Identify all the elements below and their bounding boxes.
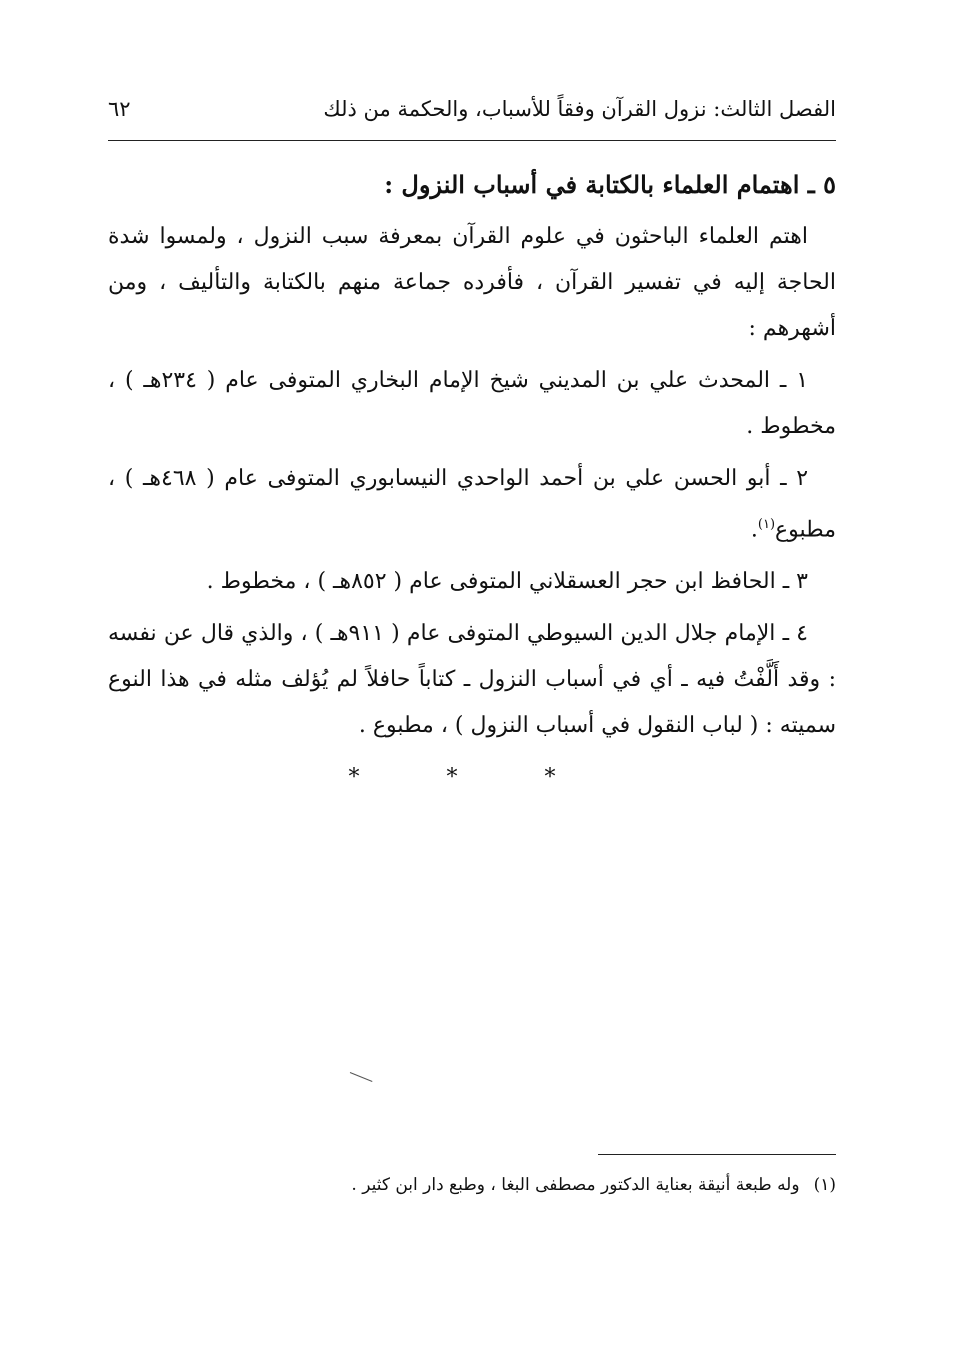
running-title: الفصل الثالث: نزول القرآن وفقاً للأسباب، والحكمة من ذلك [323, 97, 836, 121]
header-rule [108, 140, 836, 141]
list-item-text: ١ ـ المحدث علي بن المديني شيخ الإمام البخاري المتوفى عام ( ٢٣٤هـ ) ، مخطوط . [108, 368, 836, 439]
list-item [108, 358, 836, 450]
list-item [108, 456, 836, 553]
list-item-text: ٢ ـ أبو الحسن علي بن أحمد الواحدي النيسابوري المتوفى عام ( ٤٦٨هـ ) ، مطبوع [108, 466, 836, 543]
section-separator: * * * [348, 765, 596, 791]
footnote [108, 1170, 836, 1200]
list-item-text: ٣ ـ الحافظ ابن حجر العسقلاني المتوفى عام ( ٨٥٢هـ ) ، مخطوط . [206, 569, 808, 595]
list-item [108, 559, 836, 605]
page-header [108, 88, 836, 130]
footnote-rule [598, 1154, 836, 1155]
scan-mark [350, 1072, 373, 1082]
section-heading: ٥ ـ اهتمام العلماء بالكتابة في أسباب النزول : [384, 170, 836, 199]
intro-paragraph: اهتم العلماء الباحثون في علوم القرآن بمعرفة سبب النزول ، ولمسوا شدة الحاجة إليه في تفسير القرآن ، فأفرده جماعة منهم بالكتابة والتأليف ، ومن أشهرهم : [108, 224, 836, 341]
list-item-tail: . [750, 517, 758, 543]
footnote-reference[interactable]: (١) [757, 517, 776, 532]
footnote-number: (١) [813, 1175, 836, 1195]
list-item [108, 611, 836, 749]
footnote-text: وله طبعة أنيقة بعناية الدكتور مصطفى البغا ، وطبع دار ابن كثير . [351, 1175, 800, 1195]
list-item-text: ٤ ـ الإمام جلال الدين السيوطي المتوفى عام ( ٩١١هـ ) ، والذي قال عن نفسه : وقد أَلَّفْتُ فيه ـ أي في أسباب النزول ـ كتاباً حافلاً لم يُؤلف مثله في هذا النوع سميته : ( لباب النقول في أسباب النزول ) ، مطبوع . [108, 621, 836, 739]
page-number: ٦٢ [108, 97, 131, 121]
main-text [108, 162, 836, 801]
